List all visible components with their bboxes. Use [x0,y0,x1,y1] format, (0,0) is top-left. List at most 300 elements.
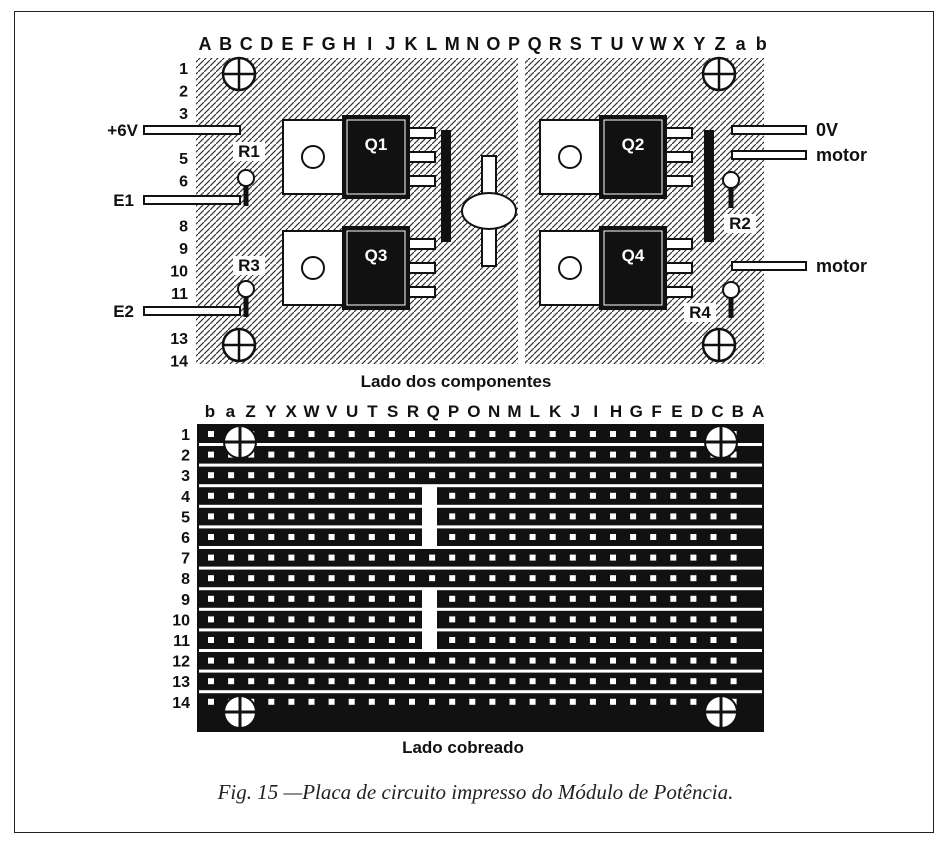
component-column-label: Y [693,34,706,54]
copper-hole [309,452,315,458]
copper-hole [248,575,254,581]
component-column-label: V [631,34,644,54]
copper-hole [570,513,576,519]
copper-row-label: 6 [181,530,190,547]
copper-hole [329,493,335,499]
component-column-label: G [321,34,336,54]
component-column-label: R [548,34,562,54]
mount-hole [703,58,735,90]
strip-separator [199,484,762,487]
copper-hole [248,513,254,519]
copper-hole [268,658,274,664]
copper-hole [610,431,616,437]
component-row-label: 2 [179,83,188,101]
component-row-label: 9 [179,241,188,258]
copper-hole [711,513,717,519]
component-column-label: O [486,34,501,54]
copper-hole [550,472,556,478]
copper-hole [530,699,536,705]
copper-hole [590,678,596,684]
copper-hole [630,513,636,519]
copper-hole [228,513,234,519]
component-row-label: 10 [170,263,188,281]
copper-hole [690,699,696,705]
copper-column-label: M [507,402,522,421]
copper-hole [510,678,516,684]
copper-hole [389,472,395,478]
copper-hole [690,658,696,664]
strip-separator [199,628,762,631]
copper-hole [510,452,516,458]
copper-hole [690,596,696,602]
copper-hole [550,596,556,602]
copper-hole [288,534,294,540]
resistor-label: R1 [238,142,260,161]
transistor-label: Q4 [621,246,645,265]
copper-hole [329,472,335,478]
copper-hole [690,431,696,437]
copper-hole [650,616,656,622]
copper-hole [530,678,536,684]
copper-hole [429,452,435,458]
copper-row-label: 12 [172,653,190,671]
copper-hole [369,452,375,458]
copper-hole [449,658,455,664]
copper-hole [731,678,737,684]
copper-hole [309,678,315,684]
copper-hole [429,678,435,684]
strip-separator [199,649,762,652]
copper-hole [590,493,596,499]
copper-hole [489,678,495,684]
copper-hole [670,555,676,561]
copper-hole [731,534,737,540]
copper-hole [248,616,254,622]
copper-hole [449,431,455,437]
copper-column-label: T [367,402,378,421]
copper-hole [650,555,656,561]
strip-separator [199,546,762,549]
copper-hole [570,575,576,581]
strip-separator [199,525,762,528]
copper-hole [570,699,576,705]
copper-hole [369,472,375,478]
component-column-label: B [219,34,233,54]
copper-hole [449,452,455,458]
copper-hole [570,472,576,478]
copper-hole [349,596,355,602]
strip-separator [199,608,762,611]
copper-hole [409,637,415,643]
copper-hole [690,637,696,643]
copper-hole [268,555,274,561]
copper-hole [630,616,636,622]
copper-hole [268,472,274,478]
copper-hole [228,493,234,499]
copper-hole [650,472,656,478]
figure-caption: Fig. 15 —Placa de circuito impresso do Módulo de Potência. [217,780,734,804]
copper-hole [711,678,717,684]
copper-hole [288,596,294,602]
copper-hole [268,699,274,705]
copper-hole [288,493,294,499]
copper-hole [510,431,516,437]
terminal-label: motor [816,256,867,276]
copper-hole [228,555,234,561]
copper-hole [650,534,656,540]
copper-hole [449,699,455,705]
copper-hole [369,534,375,540]
copper-column-labels [205,402,764,421]
copper-hole [449,493,455,499]
copper-hole [228,678,234,684]
copper-hole [369,637,375,643]
copper-hole [288,699,294,705]
copper-hole [469,596,475,602]
copper-hole [268,678,274,684]
copper-hole [469,534,475,540]
copper-hole [369,431,375,437]
copper-hole [550,431,556,437]
copper-hole [590,637,596,643]
copper-hole [288,555,294,561]
copper-hole [208,637,214,643]
component-column-label: I [367,34,373,54]
copper-hole [530,658,536,664]
copper-hole [309,575,315,581]
copper-hole [489,493,495,499]
copper-hole [610,493,616,499]
copper-hole [630,555,636,561]
copper-hole [630,575,636,581]
copper-hole [309,472,315,478]
copper-hole [630,699,636,705]
copper-hole [610,555,616,561]
copper-hole [610,596,616,602]
copper-row-label: 14 [172,694,190,712]
copper-hole [550,534,556,540]
component-row-label: 11 [171,286,188,303]
copper-hole [369,513,375,519]
copper-hole [309,431,315,437]
copper-column-label: N [488,402,501,421]
copper-hole [409,596,415,602]
copper-hole [590,431,596,437]
strip-cut [422,527,437,547]
copper-hole [530,575,536,581]
copper-hole [349,452,355,458]
copper-hole [288,431,294,437]
copper-hole [610,575,616,581]
copper-hole [530,596,536,602]
copper-column-label: D [691,402,704,421]
copper-hole [349,472,355,478]
copper-mount-hole [705,696,737,728]
copper-hole [349,575,355,581]
copper-hole [449,637,455,643]
copper-hole [329,658,335,664]
copper-hole [570,678,576,684]
copper-hole [530,637,536,643]
copper-hole [630,431,636,437]
copper-hole [409,493,415,499]
copper-hole [489,575,495,581]
component-column-label: T [590,34,602,54]
copper-hole [510,637,516,643]
copper-hole [630,534,636,540]
strip-cut [422,589,437,609]
copper-hole [329,616,335,622]
copper-hole [590,452,596,458]
terminal-label: motor [816,145,867,165]
copper-hole [670,678,676,684]
copper-hole [208,678,214,684]
copper-column-label: S [387,402,399,421]
copper-hole [208,493,214,499]
copper-hole [550,555,556,561]
copper-column-label: X [285,402,297,421]
copper-hole [248,555,254,561]
copper-hole [469,616,475,622]
copper-hole [369,616,375,622]
component-column-label: H [342,34,356,54]
terminal-label: E1 [113,191,134,210]
copper-hole [449,596,455,602]
copper-hole [288,452,294,458]
copper-hole [369,678,375,684]
copper-row-label: 7 [181,550,190,568]
copper-hole [349,678,355,684]
copper-hole [711,596,717,602]
copper-hole [469,575,475,581]
copper-hole [590,555,596,561]
copper-hole [429,555,435,561]
copper-hole [489,596,495,602]
copper-hole [409,534,415,540]
copper-hole [369,575,375,581]
copper-hole [208,596,214,602]
copper-hole [590,534,596,540]
copper-hole [530,513,536,519]
copper-hole [268,452,274,458]
mount-hole [223,58,255,90]
copper-hole [329,699,335,705]
copper-hole [389,596,395,602]
copper-hole [208,616,214,622]
copper-hole [650,699,656,705]
copper-column-label: Q [426,402,440,421]
copper-hole [731,616,737,622]
copper-hole [690,575,696,581]
copper-hole [268,513,274,519]
copper-hole [610,637,616,643]
component-column-label: E [281,34,294,54]
copper-column-label: I [593,402,599,421]
copper-hole [670,637,676,643]
board-gap [518,58,525,364]
copper-mount-hole [705,426,737,458]
component-column-label: K [404,34,418,54]
copper-hole [349,699,355,705]
copper-hole [208,555,214,561]
copper-hole [329,452,335,458]
copper-hole [650,452,656,458]
copper-hole [650,493,656,499]
copper-hole [228,658,234,664]
copper-hole [530,616,536,622]
component-column-label: S [569,34,582,54]
copper-hole [690,472,696,478]
copper-hole [570,637,576,643]
copper-hole [329,534,335,540]
terminal-label: E2 [113,302,134,321]
copper-hole [268,596,274,602]
copper-hole [248,658,254,664]
copper-hole [349,658,355,664]
copper-hole [329,596,335,602]
copper-hole [630,452,636,458]
copper-hole [469,431,475,437]
copper-hole [550,678,556,684]
copper-hole [670,575,676,581]
copper-hole [409,616,415,622]
copper-hole [510,658,516,664]
strip-separator [199,567,762,570]
copper-hole [349,616,355,622]
copper-hole [711,472,717,478]
copper-hole [510,555,516,561]
copper-hole [550,493,556,499]
copper-row-label: 9 [181,591,190,609]
copper-hole [449,678,455,684]
copper-hole [630,678,636,684]
copper-hole [309,534,315,540]
copper-hole [228,637,234,643]
copper-hole [570,555,576,561]
copper-hole [309,596,315,602]
copper-hole [731,513,737,519]
component-row-labels [170,61,188,371]
copper-hole [309,658,315,664]
copper-hole [690,534,696,540]
resistor-label: R3 [238,256,260,275]
copper-hole [208,431,214,437]
copper-hole [711,555,717,561]
copper-hole [711,616,717,622]
copper-column-label: J [570,402,581,421]
copper-hole [650,637,656,643]
copper-hole [690,678,696,684]
terminal-label: +6V [107,121,138,140]
copper-hole [690,555,696,561]
copper-hole [510,513,516,519]
copper-row-label: 8 [181,571,190,589]
copper-hole [228,575,234,581]
copper-hole [630,493,636,499]
copper-hole [429,431,435,437]
copper-row-label: 4 [181,488,190,506]
copper-hole [208,699,214,705]
copper-hole [731,637,737,643]
strip-cut [422,609,437,629]
copper-hole [731,575,737,581]
copper-hole [530,431,536,437]
copper-hole [550,699,556,705]
copper-hole [570,493,576,499]
copper-hole [590,513,596,519]
copper-hole [489,431,495,437]
copper-hole [329,678,335,684]
copper-hole [409,452,415,458]
component-row-label: 13 [170,331,188,348]
component-column-label: N [466,34,480,54]
copper-hole [489,616,495,622]
copper-hole [550,616,556,622]
mount-hole [223,329,255,361]
copper-hole [690,493,696,499]
copper-hole [590,472,596,478]
copper-hole [570,534,576,540]
component-column-label: C [239,34,253,54]
transistor-label: Q3 [364,246,388,265]
copper-hole [711,575,717,581]
copper-column-label: a [225,402,236,421]
copper-column-label: K [548,402,562,421]
copper-hole [610,616,616,622]
copper-hole [570,596,576,602]
copper-hole [610,678,616,684]
copper-hole [288,637,294,643]
copper-hole [409,555,415,561]
copper-hole [349,637,355,643]
copper-hole [309,513,315,519]
copper-hole [389,431,395,437]
copper-hole [570,452,576,458]
copper-hole [268,637,274,643]
copper-hole [449,555,455,561]
copper-hole [670,513,676,519]
copper-hole [228,534,234,540]
copper-hole [650,596,656,602]
copper-hole [228,472,234,478]
copper-hole [208,513,214,519]
copper-hole [550,513,556,519]
copper-hole [288,575,294,581]
copper-column-label: L [529,402,540,421]
copper-hole [288,678,294,684]
copper-hole [248,678,254,684]
copper-hole [409,513,415,519]
copper-hole [670,534,676,540]
copper-hole [590,616,596,622]
copper-hole [530,452,536,458]
copper-hole [288,658,294,664]
copper-hole [630,637,636,643]
copper-hole [329,575,335,581]
copper-hole [489,699,495,705]
copper-hole [208,534,214,540]
copper-column-label: Z [245,402,256,421]
copper-hole [650,678,656,684]
component-row-label: 8 [179,218,188,236]
copper-hole [429,699,435,705]
component-column-label: P [507,34,521,54]
copper-hole [670,699,676,705]
mount-hole [703,329,735,361]
copper-hole [369,493,375,499]
copper-row-label: 5 [181,509,190,527]
copper-hole [570,616,576,622]
